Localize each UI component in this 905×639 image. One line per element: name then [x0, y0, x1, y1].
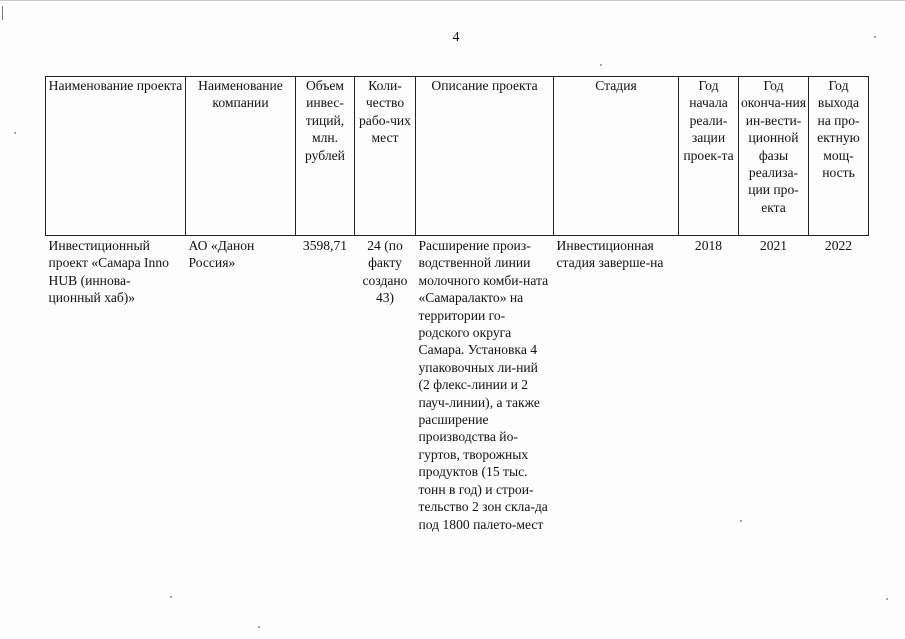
header-investment: Объем инвес-тиций, млн. рублей	[296, 77, 355, 236]
cell-capacity-year: 2022	[824, 238, 853, 253]
scan-edge-line	[0, 0, 905, 1]
header-description: Описание проекта	[416, 77, 554, 236]
table-header-row	[46, 77, 869, 236]
header-jobs: Коли-чество рабо-чих мест	[355, 77, 416, 236]
cell-description: Расширение произ-водственной линии молочного комби-ната «Самаралакто» на территории го-родского округа Самара. Установка 4 упаковочных ли-ний (2 флекс-линии и 2 пауч-линии), а также расширение производства йо-гуртов, творожных продуктов (15 тыс. тонн в год) и строи-тельство 2 зон скла-да под 1800 палето-мест	[418, 238, 549, 532]
scan-speck	[740, 520, 742, 522]
scan-speck	[600, 64, 602, 66]
cell-stage: Инвестиционная стадия заверше-на	[556, 238, 664, 271]
scan-speck	[258, 626, 260, 628]
scan-speck	[14, 132, 16, 134]
header-company-name: Наименование компании	[186, 77, 296, 236]
scan-edge-mark	[2, 6, 3, 20]
cell-jobs: 24 (по факту создано 43)	[362, 238, 408, 306]
cell-investment: 3598,71	[302, 238, 348, 253]
header-stage: Стадия	[554, 77, 679, 236]
projects-table	[45, 76, 869, 534]
cell-company: АО «Данон Россия»	[188, 238, 255, 271]
header-capacity-year: Год выхода на про-ектную мощ-ность	[809, 77, 869, 236]
cell-start-year: 2018	[694, 238, 723, 253]
cell-project-name: Инвестиционный проект «Самара Inno HUB (иннова-ционный хаб)»	[48, 238, 169, 306]
header-project-name: Наименование проекта	[46, 77, 186, 236]
cell-end-year: 2021	[759, 238, 788, 253]
scan-speck	[170, 596, 172, 598]
page-number: 4	[452, 30, 460, 45]
scan-speck	[886, 598, 888, 600]
header-start-year: Год начала реали-зации проек-та	[679, 77, 739, 236]
header-end-year: Год оконча-ния ин-вести-ционной фазы реализа-ции про-екта	[739, 77, 809, 236]
table-row	[46, 236, 869, 534]
scan-speck	[874, 36, 876, 38]
